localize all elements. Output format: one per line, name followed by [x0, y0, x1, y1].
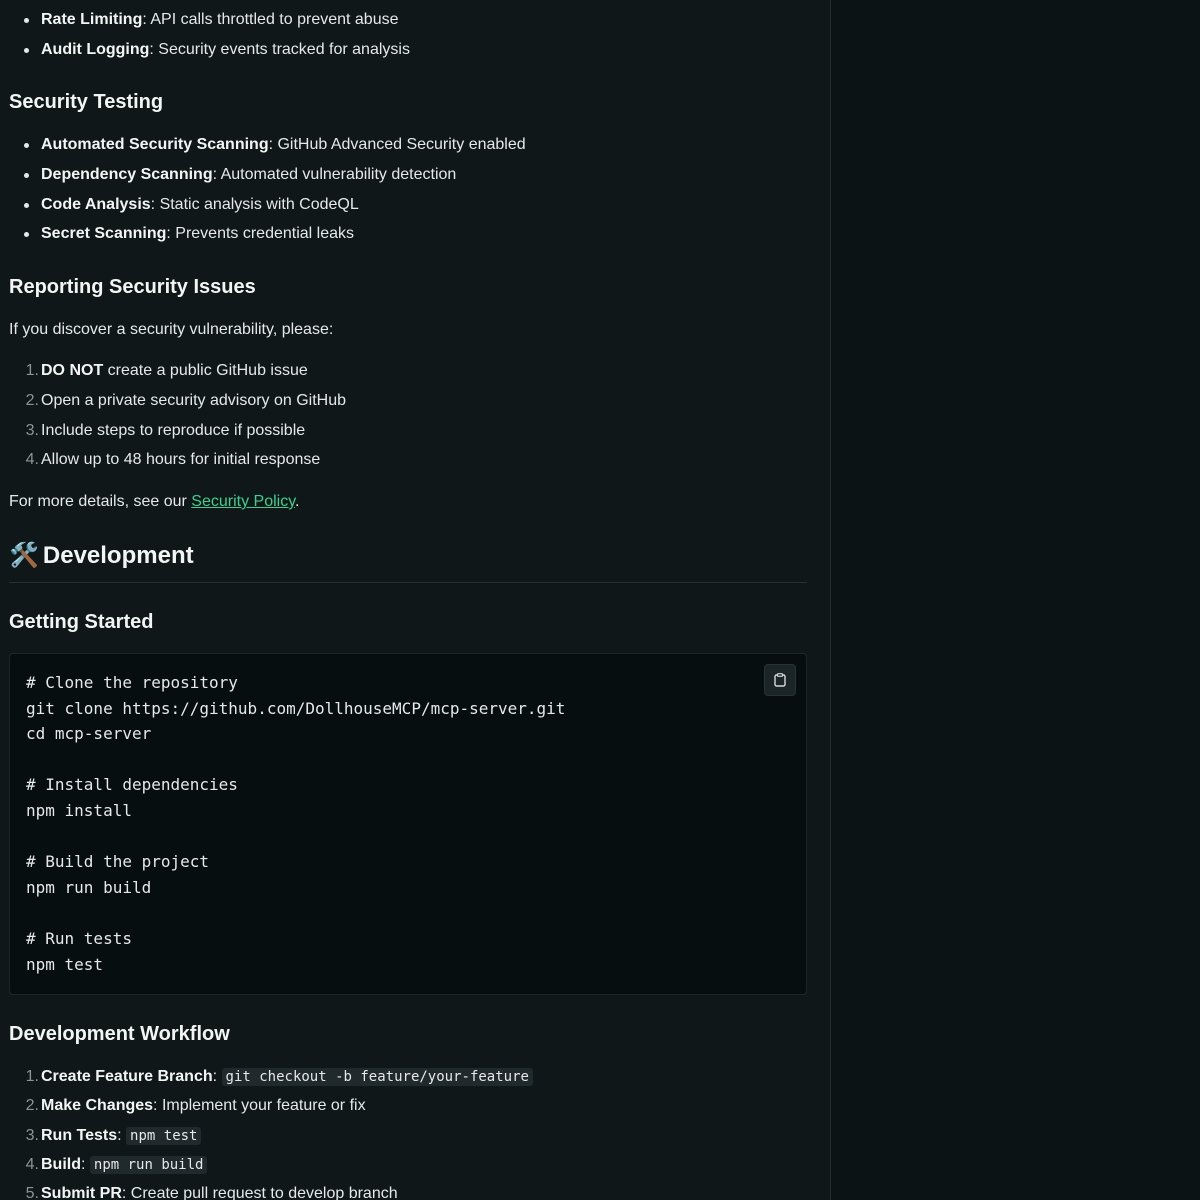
- step-number: 4.: [25, 1156, 39, 1173]
- clipboard-icon: [774, 673, 786, 687]
- workflow-heading: Development Workflow: [9, 1023, 230, 1045]
- list-item: [41, 135, 526, 155]
- reporting-intro: If you discover a security vulnerability, please:: [9, 321, 334, 338]
- development-heading-text: Development: [42, 542, 194, 569]
- step-title: Build: [41, 1156, 81, 1173]
- reporting-heading: Reporting Security Issues: [9, 276, 256, 298]
- step-separator: :: [117, 1127, 127, 1144]
- list-item-desc: : Automated vulnerability detection: [212, 166, 457, 183]
- list-item-desc: : Prevents credential leaks: [166, 225, 355, 242]
- list-item: [25, 361, 308, 381]
- inline-code: npm test: [126, 1127, 201, 1145]
- list-item: [25, 391, 347, 411]
- step-number: 4.: [25, 451, 39, 468]
- list-item: [25, 1096, 366, 1116]
- step-text: create a public GitHub issue: [103, 362, 308, 379]
- step-number: 3.: [25, 422, 39, 439]
- list-item: [41, 224, 354, 244]
- security-policy-link[interactable]: Security Policy: [191, 493, 296, 510]
- code-block: [9, 653, 807, 995]
- list-item-title: Secret Scanning: [41, 225, 167, 242]
- step-title: Create Feature Branch: [41, 1068, 213, 1085]
- step-text: Open a private security advisory on GitHub: [41, 392, 347, 409]
- step-title: Submit PR: [41, 1185, 122, 1200]
- list-item-title: Automated Security Scanning: [41, 136, 269, 153]
- list-item-desc: : API calls throttled to prevent abuse: [142, 11, 399, 28]
- getting-started-heading: Getting Started: [9, 611, 154, 633]
- inline-code: npm run build: [90, 1156, 208, 1174]
- step-separator: :: [81, 1156, 90, 1173]
- list-item: [25, 421, 306, 441]
- list-item-desc: : Security events tracked for analysis: [149, 41, 410, 58]
- step-separator: :: [212, 1068, 222, 1085]
- list-item-title: Dependency Scanning: [41, 166, 213, 183]
- list-item-desc: : GitHub Advanced Security enabled: [268, 136, 526, 153]
- step-number: 2.: [25, 1097, 39, 1114]
- more-details: [9, 492, 299, 512]
- step-separator: :: [153, 1097, 162, 1114]
- inline-code: git checkout -b feature/your-feature: [222, 1068, 533, 1086]
- list-item: [25, 1155, 207, 1175]
- list-item: [25, 1184, 398, 1200]
- step-title: Run Tests: [41, 1127, 118, 1144]
- list-item-title: Code Analysis: [41, 196, 151, 213]
- right-side-panel: [832, 0, 1200, 1200]
- list-item: [41, 165, 456, 185]
- step-number: 1.: [25, 362, 39, 379]
- list-item-title: Audit Logging: [41, 41, 150, 58]
- step-number: 1.: [25, 1068, 39, 1085]
- step-text: Include steps to reproduce if possible: [41, 422, 306, 439]
- list-item: [41, 40, 410, 60]
- list-item: [25, 1126, 201, 1146]
- more-details-prefix: For more details, see our: [9, 493, 192, 510]
- step-text: Implement your feature or fix: [161, 1097, 366, 1114]
- step-title: Make Changes: [41, 1097, 154, 1114]
- copy-code-button[interactable]: [764, 664, 796, 696]
- code-content: # Clone the repository git clone https://github.com/DollhouseMCP/mcp-server.git cd mcp-server # Install dependencies npm install # Build the project npm run build # Run tests npm test: [26, 673, 566, 974]
- tools-icon: 🛠️: [9, 542, 39, 569]
- more-details-suffix: .: [295, 493, 300, 510]
- list-item: [41, 10, 399, 30]
- development-heading: [9, 541, 194, 571]
- security-testing-heading: Security Testing: [9, 91, 164, 113]
- step-number: 3.: [25, 1127, 39, 1144]
- step-text: Allow up to 48 hours for initial response: [41, 451, 321, 468]
- heading-divider: [9, 582, 807, 583]
- list-item: [41, 195, 359, 215]
- step-bold: DO NOT: [41, 362, 104, 379]
- list-item-desc: : Static analysis with CodeQL: [150, 196, 359, 213]
- step-separator: :: [121, 1185, 131, 1200]
- step-number: 5.: [25, 1185, 39, 1200]
- list-item: [25, 450, 321, 470]
- step-number: 2.: [25, 392, 39, 409]
- step-text: Create pull request to develop branch: [130, 1185, 398, 1200]
- list-item: [25, 1067, 533, 1087]
- list-item-title: Rate Limiting: [41, 11, 143, 28]
